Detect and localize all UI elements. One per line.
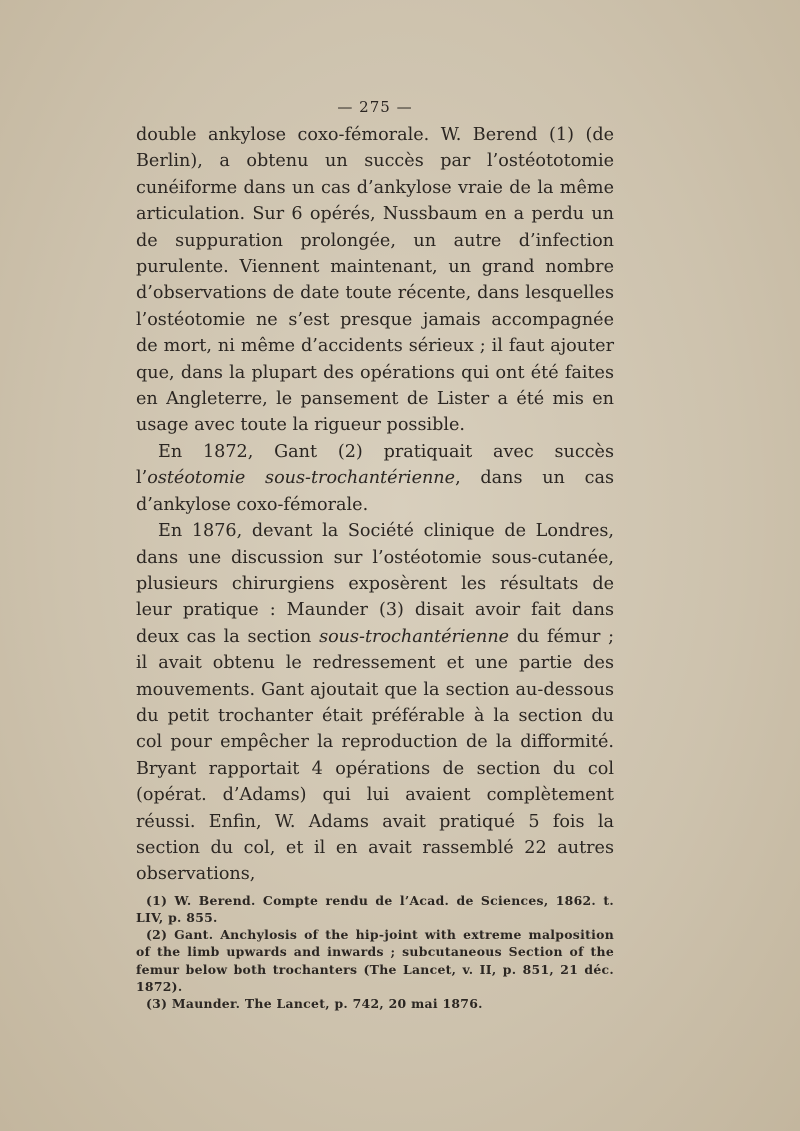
paragraph-3 bbox=[136, 518, 614, 888]
paragraph-2-italic: ostéotomie sous-trochantérienne bbox=[147, 468, 456, 489]
paragraph-2 bbox=[136, 439, 614, 518]
footnote-3: (3) Maunder. The Lancet, p. 742, 20 mai 1876. bbox=[146, 996, 483, 1011]
footnote-1: (1) W. Berend. Compte rendu de l’Acad. de Sciences, 1862. t. LIV, p. 855. bbox=[136, 892, 614, 925]
body-text bbox=[136, 122, 614, 888]
footnotes bbox=[136, 892, 614, 1012]
paragraph-1: double ankylose coxo-fémorale. W. Berend (1) (de Berlin), a obtenu un succès par l’ostéototomie cunéiforme dans un cas d’ankylose vraie de la même articulation. Sur 6 opérés, Nussbaum en a perdu un de suppuration prolongée, un autre d’infection purulente. Viennent maintenant, un grand nombre d’observations de date toute récente, dans lesquelles l’ostéotomie ne s’est presque jamais accompagnée de mort, ni même d’accidents sérieux ; il faut ajouter que, dans la plupart des opérations qui ont été faites en Angleterre, le pansement de Lister a été mis en usage avec toute la rigueur possible. bbox=[136, 125, 614, 436]
document-page bbox=[136, 98, 614, 1012]
paragraph-3-italic: sous-trochantérienne bbox=[319, 626, 510, 647]
page-number: — 275 — bbox=[337, 98, 413, 116]
paragraph-3-text-c: du fémur ; il avait obtenu le redressement et une partie des mouvements. Gant ajoutait que la section au-dessous du petit trochanter était préférable à la section du col pour empêcher la reproduction de la difformité. Bryant rapportait 4 opérations de section du col (opérat. d’Adams) qui lui avaient complètement réussi. Enfin, W. Adams avait pratiqué 5 fois la section du col, et il en avait rassemblé 22 autres observations, bbox=[136, 626, 614, 885]
footnote-2: (2) Gant. Anchylosis of the hip-joint with extreme malposition of the limb upwards and inwards ; subcutaneous Section of the femur below both trochanters (The Lancet, v. II, p. 851, 21 déc. 1872). bbox=[136, 927, 614, 994]
paragraph-3-text-a: En 1876, devant la Société clinique de Londres, dans une discussion sur l’ostéotomie sous-cutanée, plusieurs chirurgiens exposèrent les résultats de leur pratique : Maunder (3) disait avoir fait dans deux cas la section bbox=[136, 521, 614, 647]
paragraph-2-text-c: , dans un cas d’ankylose coxo-fémorale. bbox=[136, 468, 614, 515]
paragraph-2-text-a: En 1872, Gant (2) pratiquait avec succès l’ bbox=[136, 441, 614, 489]
